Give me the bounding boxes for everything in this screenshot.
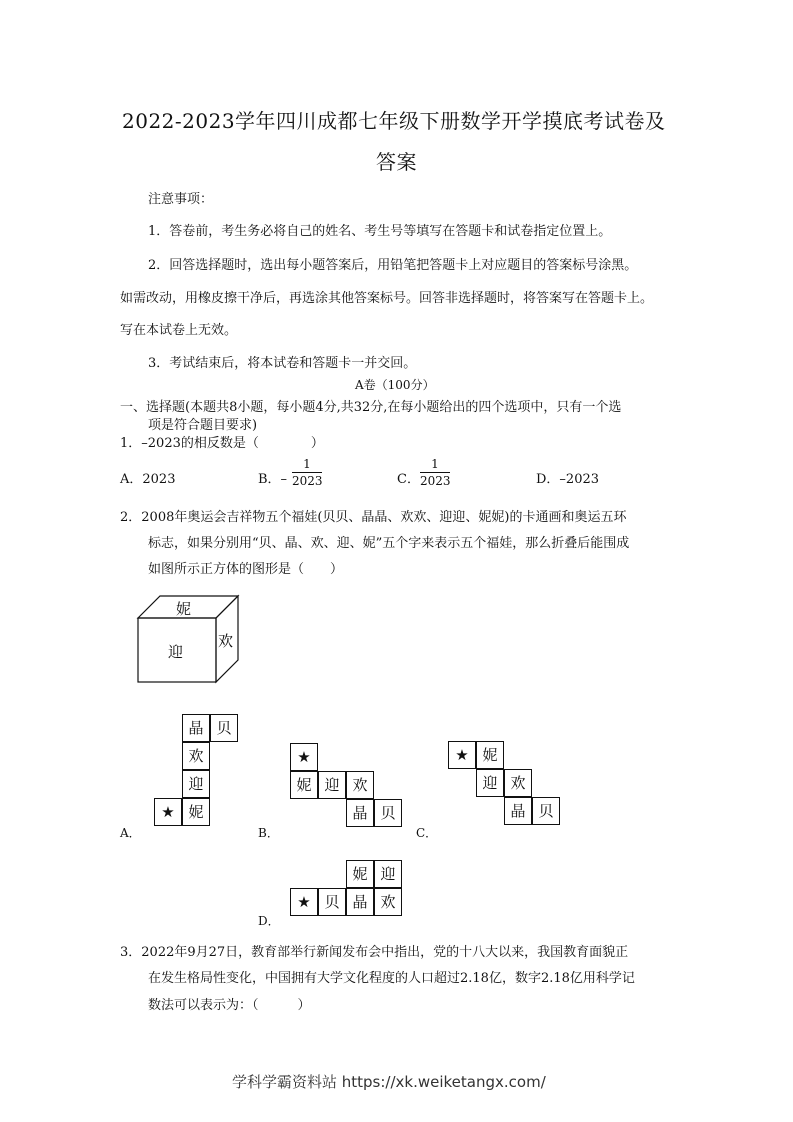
star-icon: ★ xyxy=(290,743,318,771)
notice-item-2-c: 写在本试卷上无效。 xyxy=(120,323,238,338)
notice-heading: 注意事项： xyxy=(148,192,214,207)
net-label-c: C． xyxy=(416,826,438,840)
net-cell: 欢 xyxy=(346,771,374,799)
footer-site-link[interactable]: 学科学霸资料站 https://xk.weiketangx.com/ xyxy=(232,1073,546,1091)
fraction-bar xyxy=(292,472,322,473)
net-cell: 妮 xyxy=(290,771,318,799)
q1-option-b-fraction xyxy=(292,457,322,488)
net-label-d: D． xyxy=(258,914,280,928)
fraction-denominator: 2023 xyxy=(292,474,323,488)
star-icon: ★ xyxy=(448,741,476,769)
q1-option-d: D．–2023 xyxy=(536,472,600,487)
net-cell: 晶 xyxy=(346,799,374,827)
net-cell: 晶 xyxy=(182,714,210,742)
net-cell: 迎 xyxy=(476,769,504,797)
cube-top-label: 妮 xyxy=(176,600,192,618)
net-cell: 贝 xyxy=(374,799,402,827)
part1-heading-line2: 项是符合题目要求) xyxy=(148,418,258,433)
q3-line-3: 数法可以表示为：（ ） xyxy=(148,998,311,1013)
net-cell: 欢 xyxy=(504,769,532,797)
net-cell: 妮 xyxy=(346,860,374,888)
net-cell: 贝 xyxy=(532,797,560,825)
fraction-numerator: 1 xyxy=(303,457,311,471)
q1-option-c-fraction xyxy=(420,457,450,488)
q2-line-3: 如图所示正方体的图形是（ ） xyxy=(148,562,344,577)
net-cell: 迎 xyxy=(318,771,346,799)
q3-line-1: 3．2022年9月27日，教育部举行新闻发布会中指出，党的十八大以来，我国教育面貌正 xyxy=(120,945,629,960)
page-title-line1: 2022-2023学年四川成都七年级下册数学开学摸底考试卷及 xyxy=(122,109,666,133)
net-cell: 晶 xyxy=(346,888,374,916)
notice-item-3: 3．考试结束后，将本试卷和答题卡一并交回。 xyxy=(148,356,417,371)
q3-line-2: 在发生格局性变化，中国拥有大学文化程度的人口超过2.18亿，数字2.18亿用科学记 xyxy=(148,971,635,986)
net-cell: 贝 xyxy=(318,888,346,916)
part1-heading-line1: 一、选择题(本题共8小题，每小题4分,共32分,在每小题给出的四个选项中，只有一个选 xyxy=(120,400,622,415)
notice-item-1: 1．答卷前，考生务必将自己的姓名、考生号等填写在答题卡和试卷指定位置上。 xyxy=(148,224,612,239)
net-cell: 欢 xyxy=(182,742,210,770)
page-title-line2: 答案 xyxy=(376,150,417,174)
net-cell: 妮 xyxy=(476,741,504,769)
q1-option-c-label: C． xyxy=(397,472,420,487)
notice-item-2-a: 2．回答选择题时，选出每小题答案后，用铅笔把答题卡上对应题目的答案标号涂黑。 xyxy=(148,258,638,273)
fraction-bar xyxy=(420,472,450,473)
q2-line-1: 2．2008年奥运会吉祥物五个福娃(贝贝、晶晶、欢欢、迎迎、妮妮)的卡通画和奥运五环 xyxy=(120,510,627,525)
fraction-numerator: 1 xyxy=(431,457,439,471)
section-a-heading: A卷（100分） xyxy=(355,378,435,392)
q2-line-2: 标志，如果分别用“贝、晶、欢、迎、妮”五个字来表示五个福娃，那么折叠后能围成 xyxy=(148,536,630,551)
net-cell: 贝 xyxy=(210,714,238,742)
net-cell: 迎 xyxy=(374,860,402,888)
notice-item-2-b: 如需改动，用橡皮擦干净后，再选涂其他答案标号。回答非选择题时，将答案写在答题卡上。 xyxy=(120,291,654,306)
net-cell: 迎 xyxy=(182,770,210,798)
star-icon: ★ xyxy=(290,888,318,916)
cube-right-label: 欢 xyxy=(218,632,234,650)
net-cell: 晶 xyxy=(504,797,532,825)
fraction-denominator: 2023 xyxy=(420,474,451,488)
q1-stem: 1．–2023的相反数是（ ） xyxy=(120,436,324,451)
net-cell: 欢 xyxy=(374,888,402,916)
q1-option-a: A．2023 xyxy=(120,472,176,487)
net-label-a: A． xyxy=(120,826,141,840)
q1-option-b-label: B．– xyxy=(258,472,288,487)
cube-front-label: 迎 xyxy=(168,643,184,661)
net-label-b: B． xyxy=(258,826,279,840)
star-icon: ★ xyxy=(154,798,182,826)
net-cell: 妮 xyxy=(182,798,210,826)
